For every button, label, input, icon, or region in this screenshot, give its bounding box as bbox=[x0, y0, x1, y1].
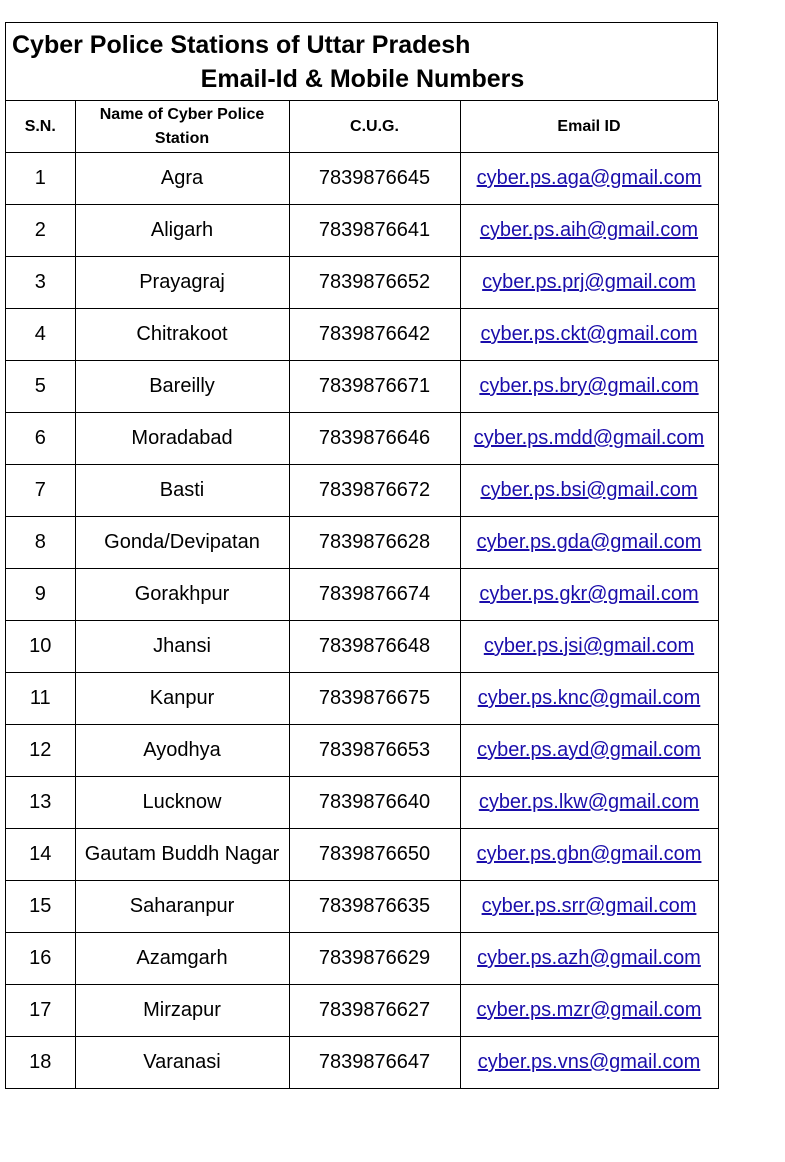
table-row bbox=[6, 153, 718, 205]
cug-number-cell: 7839876653 bbox=[289, 725, 460, 777]
station-name-cell: Mirzapur bbox=[75, 985, 289, 1037]
serial-number-cell: 7 bbox=[6, 465, 75, 517]
email-cell bbox=[460, 933, 718, 985]
station-name-cell: Varanasi bbox=[75, 1037, 289, 1089]
station-name-cell: Gonda/Devipatan bbox=[75, 517, 289, 569]
table-row bbox=[6, 205, 718, 257]
email-cell bbox=[460, 621, 718, 673]
email-link[interactable]: cyber.ps.gda@gmail.com bbox=[476, 531, 702, 553]
cug-number-cell: 7839876647 bbox=[289, 1037, 460, 1089]
serial-number-cell: 5 bbox=[6, 361, 75, 413]
station-name-cell: Gorakhpur bbox=[75, 569, 289, 621]
column-header-cug: C.U.G. bbox=[289, 101, 460, 153]
email-cell bbox=[460, 569, 718, 621]
cug-number-cell: 7839876650 bbox=[289, 829, 460, 881]
serial-number-cell: 3 bbox=[6, 257, 75, 309]
cug-number-cell: 7839876652 bbox=[289, 257, 460, 309]
serial-number-cell: 2 bbox=[6, 205, 75, 257]
email-link[interactable]: cyber.ps.bsi@gmail.com bbox=[480, 479, 698, 501]
email-cell bbox=[460, 309, 718, 361]
table-row bbox=[6, 309, 718, 361]
page-subtitle: Email-Id & Mobile Numbers bbox=[200, 65, 525, 93]
cug-number-cell: 7839876674 bbox=[289, 569, 460, 621]
email-link[interactable]: cyber.ps.prj@gmail.com bbox=[482, 271, 696, 293]
serial-number-cell: 8 bbox=[6, 517, 75, 569]
table-row bbox=[6, 1037, 718, 1089]
cug-number-cell: 7839876675 bbox=[289, 673, 460, 725]
cug-number-cell: 7839876640 bbox=[289, 777, 460, 829]
email-cell bbox=[460, 413, 718, 465]
email-link[interactable]: cyber.ps.aga@gmail.com bbox=[476, 167, 702, 189]
cug-number-cell: 7839876642 bbox=[289, 309, 460, 361]
table-row bbox=[6, 933, 718, 985]
column-header-email: Email ID bbox=[460, 101, 718, 153]
cug-number-cell: 7839876627 bbox=[289, 985, 460, 1037]
table-row bbox=[6, 361, 718, 413]
serial-number-cell: 12 bbox=[6, 725, 75, 777]
table-row bbox=[6, 777, 718, 829]
serial-number-cell: 17 bbox=[6, 985, 75, 1037]
table-row bbox=[6, 725, 718, 777]
station-name-cell: Chitrakoot bbox=[75, 309, 289, 361]
email-cell bbox=[460, 465, 718, 517]
email-link[interactable]: cyber.ps.gkr@gmail.com bbox=[479, 583, 699, 605]
email-link[interactable]: cyber.ps.gbn@gmail.com bbox=[476, 843, 702, 865]
table-row bbox=[6, 517, 718, 569]
email-cell bbox=[460, 257, 718, 309]
table-header-row bbox=[6, 101, 718, 153]
serial-number-cell: 13 bbox=[6, 777, 75, 829]
email-link[interactable]: cyber.ps.vns@gmail.com bbox=[477, 1051, 701, 1073]
email-cell bbox=[460, 153, 718, 205]
email-link[interactable]: cyber.ps.bry@gmail.com bbox=[479, 375, 699, 397]
table-row bbox=[6, 621, 718, 673]
email-link[interactable]: cyber.ps.jsi@gmail.com bbox=[483, 635, 695, 657]
table-row bbox=[6, 881, 718, 933]
email-cell bbox=[460, 985, 718, 1037]
station-name-cell: Lucknow bbox=[75, 777, 289, 829]
table-row bbox=[6, 985, 718, 1037]
station-name-cell: Aligarh bbox=[75, 205, 289, 257]
cug-number-cell: 7839876635 bbox=[289, 881, 460, 933]
email-cell bbox=[460, 205, 718, 257]
email-cell bbox=[460, 673, 718, 725]
email-link[interactable]: cyber.ps.mdd@gmail.com bbox=[473, 427, 705, 449]
station-name-cell: Bareilly bbox=[75, 361, 289, 413]
station-name-cell: Azamgarh bbox=[75, 933, 289, 985]
cug-number-cell: 7839876648 bbox=[289, 621, 460, 673]
station-name-cell: Prayagraj bbox=[75, 257, 289, 309]
station-name-cell: Kanpur bbox=[75, 673, 289, 725]
table-row bbox=[6, 829, 718, 881]
table-row bbox=[6, 569, 718, 621]
email-cell bbox=[460, 777, 718, 829]
email-link[interactable]: cyber.ps.ayd@gmail.com bbox=[477, 739, 701, 761]
email-cell bbox=[460, 725, 718, 777]
station-name-cell: Gautam Buddh Nagar bbox=[75, 829, 289, 881]
serial-number-cell: 9 bbox=[6, 569, 75, 621]
email-link[interactable]: cyber.ps.azh@gmail.com bbox=[477, 947, 701, 969]
table-row bbox=[6, 413, 718, 465]
page-title: Cyber Police Stations of Uttar Pradesh bbox=[12, 31, 471, 59]
column-header-sn: S.N. bbox=[6, 101, 75, 153]
email-link[interactable]: cyber.ps.mzr@gmail.com bbox=[476, 999, 702, 1021]
title-block bbox=[6, 23, 718, 101]
serial-number-cell: 14 bbox=[6, 829, 75, 881]
email-cell bbox=[460, 881, 718, 933]
stations-table bbox=[6, 101, 719, 1089]
email-link[interactable]: cyber.ps.knc@gmail.com bbox=[477, 687, 701, 709]
email-cell bbox=[460, 1037, 718, 1089]
column-header-station: Name of Cyber Police Station bbox=[75, 101, 289, 153]
station-name-cell: Saharanpur bbox=[75, 881, 289, 933]
station-name-cell: Moradabad bbox=[75, 413, 289, 465]
email-cell bbox=[460, 829, 718, 881]
serial-number-cell: 16 bbox=[6, 933, 75, 985]
cug-number-cell: 7839876671 bbox=[289, 361, 460, 413]
email-link[interactable]: cyber.ps.srr@gmail.com bbox=[481, 895, 697, 917]
email-link[interactable]: cyber.ps.aih@gmail.com bbox=[479, 219, 699, 241]
station-name-cell: Agra bbox=[75, 153, 289, 205]
table-row bbox=[6, 673, 718, 725]
station-name-cell: Basti bbox=[75, 465, 289, 517]
cug-number-cell: 7839876629 bbox=[289, 933, 460, 985]
serial-number-cell: 4 bbox=[6, 309, 75, 361]
serial-number-cell: 10 bbox=[6, 621, 75, 673]
serial-number-cell: 1 bbox=[6, 153, 75, 205]
serial-number-cell: 11 bbox=[6, 673, 75, 725]
cug-number-cell: 7839876628 bbox=[289, 517, 460, 569]
email-link[interactable]: cyber.ps.ckt@gmail.com bbox=[480, 323, 698, 345]
email-cell bbox=[460, 361, 718, 413]
table-row bbox=[6, 465, 718, 517]
cug-number-cell: 7839876645 bbox=[289, 153, 460, 205]
serial-number-cell: 15 bbox=[6, 881, 75, 933]
serial-number-cell: 18 bbox=[6, 1037, 75, 1089]
serial-number-cell: 6 bbox=[6, 413, 75, 465]
cug-number-cell: 7839876672 bbox=[289, 465, 460, 517]
station-name-cell: Ayodhya bbox=[75, 725, 289, 777]
table-row bbox=[6, 257, 718, 309]
stations-sheet bbox=[5, 22, 718, 1089]
email-link[interactable]: cyber.ps.lkw@gmail.com bbox=[478, 791, 700, 813]
table-body bbox=[6, 153, 718, 1089]
cug-number-cell: 7839876646 bbox=[289, 413, 460, 465]
cug-number-cell: 7839876641 bbox=[289, 205, 460, 257]
email-cell bbox=[460, 517, 718, 569]
station-name-cell: Jhansi bbox=[75, 621, 289, 673]
